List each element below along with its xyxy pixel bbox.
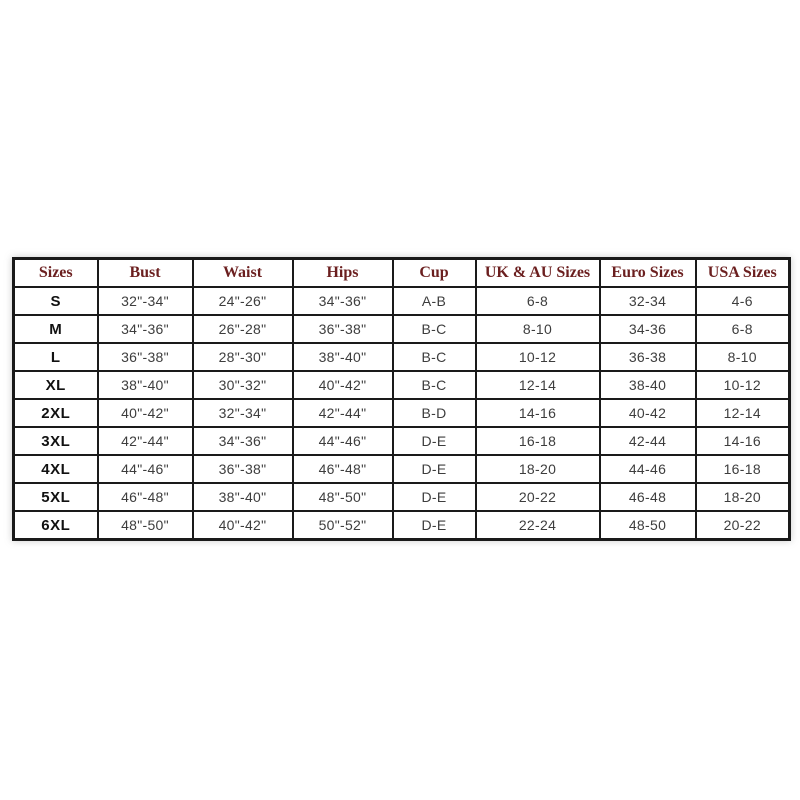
table-cell: 36"-38" [293, 315, 393, 343]
table-cell: 30"-32" [193, 371, 293, 399]
table-cell: 32"-34" [193, 399, 293, 427]
table-cell: 38"-40" [98, 371, 193, 399]
table-cell: 24"-26" [193, 287, 293, 315]
table-cell: 34"-36" [98, 315, 193, 343]
table-cell: 46"-48" [293, 455, 393, 483]
table-cell: 8-10 [476, 315, 600, 343]
table-cell: B-D [393, 399, 476, 427]
table-header [14, 259, 790, 288]
size-label-cell: 2XL [14, 399, 98, 427]
header-row [14, 259, 790, 288]
table-cell: 28"-30" [193, 343, 293, 371]
table-cell: 22-24 [476, 511, 600, 540]
table-cell: 36"-38" [193, 455, 293, 483]
table-cell: 14-16 [696, 427, 790, 455]
table-cell: 42-44 [600, 427, 696, 455]
table-cell: 26"-28" [193, 315, 293, 343]
table-cell: 20-22 [696, 511, 790, 540]
table-cell: 38-40 [600, 371, 696, 399]
table-cell: 44"-46" [293, 427, 393, 455]
column-header: Hips [293, 259, 393, 288]
table-cell: 20-22 [476, 483, 600, 511]
column-header: USA Sizes [696, 259, 790, 288]
size-label-cell: S [14, 287, 98, 315]
table-row [14, 315, 790, 343]
table-row [14, 287, 790, 315]
table-cell: 46"-48" [98, 483, 193, 511]
table-cell: 6-8 [476, 287, 600, 315]
table-cell: 34"-36" [193, 427, 293, 455]
table-cell: 18-20 [476, 455, 600, 483]
column-header: Waist [193, 259, 293, 288]
table-cell: 38"-40" [293, 343, 393, 371]
table-row [14, 455, 790, 483]
size-label-cell: M [14, 315, 98, 343]
table-cell: 44"-46" [98, 455, 193, 483]
table-cell: 48-50 [600, 511, 696, 540]
table-cell: 4-6 [696, 287, 790, 315]
table-cell: 44-46 [600, 455, 696, 483]
table-cell: 34"-36" [293, 287, 393, 315]
table-cell: 36"-38" [98, 343, 193, 371]
table-cell: 40"-42" [98, 399, 193, 427]
column-header: Cup [393, 259, 476, 288]
table-cell: 34-36 [600, 315, 696, 343]
table-cell: 10-12 [696, 371, 790, 399]
table-body [14, 287, 790, 540]
column-header: Euro Sizes [600, 259, 696, 288]
table-cell: D-E [393, 511, 476, 540]
size-label-cell: XL [14, 371, 98, 399]
table-cell: 10-12 [476, 343, 600, 371]
table-cell: 40-42 [600, 399, 696, 427]
table-cell: 40"-42" [193, 511, 293, 540]
table-cell: 48"-50" [293, 483, 393, 511]
table-cell: 16-18 [476, 427, 600, 455]
column-header: UK & AU Sizes [476, 259, 600, 288]
table-cell: D-E [393, 483, 476, 511]
table-cell: 48"-50" [98, 511, 193, 540]
table-cell: D-E [393, 427, 476, 455]
table-row [14, 371, 790, 399]
table-cell: 32-34 [600, 287, 696, 315]
size-label-cell: 5XL [14, 483, 98, 511]
table-row [14, 427, 790, 455]
size-chart-container [12, 257, 791, 541]
table-row [14, 399, 790, 427]
table-cell: 6-8 [696, 315, 790, 343]
table-cell: 36-38 [600, 343, 696, 371]
table-row [14, 483, 790, 511]
table-cell: 8-10 [696, 343, 790, 371]
table-cell: 32"-34" [98, 287, 193, 315]
table-row [14, 511, 790, 540]
table-cell: 18-20 [696, 483, 790, 511]
table-cell: 38"-40" [193, 483, 293, 511]
table-cell: D-E [393, 455, 476, 483]
table-row [14, 343, 790, 371]
column-header: Bust [98, 259, 193, 288]
table-cell: 42"-44" [98, 427, 193, 455]
size-label-cell: 4XL [14, 455, 98, 483]
size-label-cell: 3XL [14, 427, 98, 455]
table-cell: B-C [393, 343, 476, 371]
table-cell: 42"-44" [293, 399, 393, 427]
table-cell: 16-18 [696, 455, 790, 483]
table-cell: 12-14 [476, 371, 600, 399]
table-cell: 46-48 [600, 483, 696, 511]
table-cell: 40"-42" [293, 371, 393, 399]
column-header: Sizes [14, 259, 98, 288]
table-cell: 14-16 [476, 399, 600, 427]
size-label-cell: L [14, 343, 98, 371]
table-cell: B-C [393, 371, 476, 399]
table-cell: 12-14 [696, 399, 790, 427]
size-chart-table [12, 257, 791, 541]
size-label-cell: 6XL [14, 511, 98, 540]
table-cell: A-B [393, 287, 476, 315]
table-cell: B-C [393, 315, 476, 343]
table-cell: 50"-52" [293, 511, 393, 540]
